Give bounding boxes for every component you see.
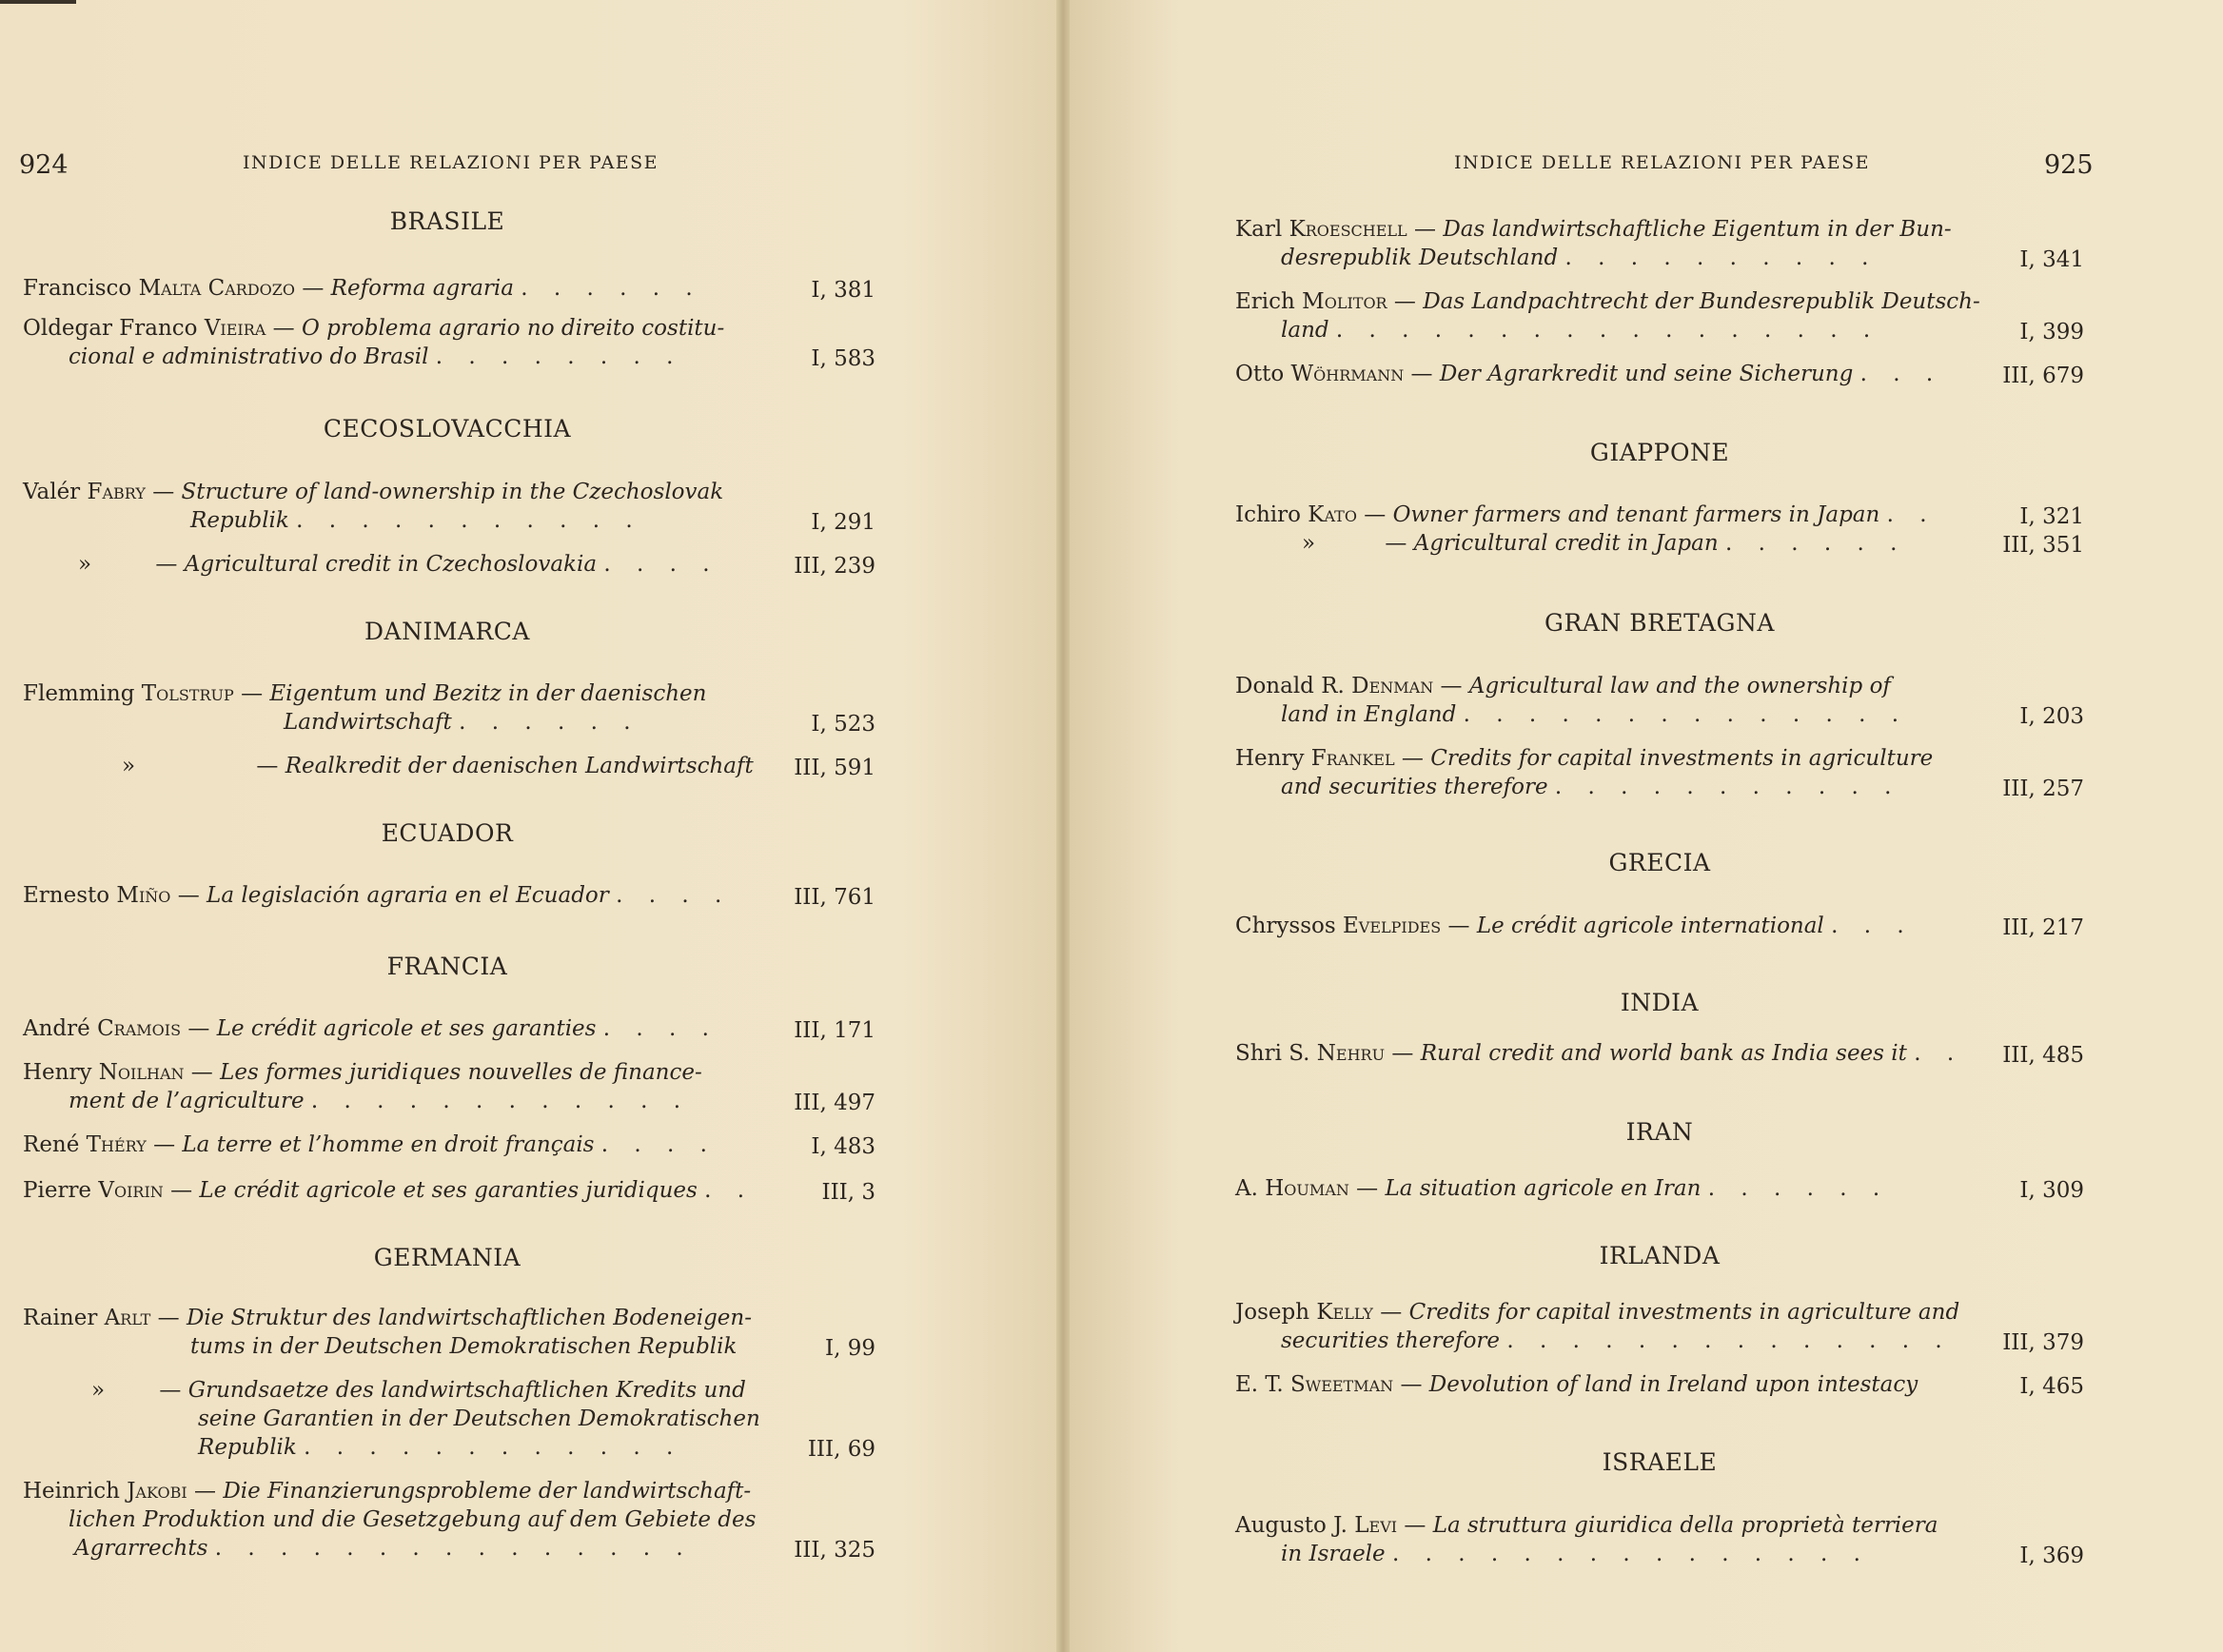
author-last: Théry: [86, 1132, 147, 1157]
author-first: André: [23, 1016, 90, 1041]
volume-page-ref: III, 217: [2002, 915, 2084, 940]
volume-page-ref: III, 257: [2002, 777, 2084, 801]
author-last: Vieira: [204, 316, 266, 341]
report-title: Reforma agraria: [330, 276, 514, 301]
report-title-cont: securities therefore: [1281, 1328, 1501, 1353]
author-last: Kelly: [1316, 1300, 1373, 1325]
author-first: Chryssos: [1235, 914, 1336, 938]
volume-page-ref: I, 523: [811, 712, 875, 737]
index-entry: Henry Noilhan — Les formes juridiques nouvelles de finance- ment de l’agriculture . . . . . . . . . . . . III, 497: [23, 1060, 875, 1115]
report-title: Realkredit der daenischen Landwirtschaft: [285, 754, 754, 778]
author-last: Frankel: [1310, 746, 1395, 771]
author-first: A.: [1235, 1176, 1258, 1201]
ditto-mark: »: [91, 1378, 106, 1403]
author-first: Otto: [1235, 362, 1285, 386]
author-last: Tolstrup: [141, 681, 234, 706]
index-entry: Erich Molitor — Das Landpachtrecht der Bundesrepublik Deutsch- land . . . . . . . . . . . . . . . . . I, 399: [1235, 289, 2084, 344]
report-title: Das landwirtschaftliche Eigentum in der Bun-: [1443, 217, 1952, 242]
report-title: Eigentum und Bezitz in der daenischen: [269, 681, 707, 706]
report-title: O problema agrario no direito costitu-: [301, 316, 725, 341]
volume-page-ref: I, 381: [811, 278, 875, 303]
author-first: Donald R.: [1235, 674, 1345, 698]
volume-page-ref: I, 583: [811, 346, 875, 371]
report-title: La situation agricole en Iran: [1385, 1176, 1702, 1201]
page-number-left: 924: [19, 150, 69, 180]
author-first: Ernesto: [23, 883, 110, 908]
author-last: Voirin: [98, 1178, 164, 1203]
index-entry: Karl Kroeschell — Das landwirtschaftliche Eigentum in der Bun- desrepublik Deutschland . . . . . . . . . . I, 341: [1235, 217, 2084, 272]
report-title: Credits for capital investments in agriculture: [1430, 746, 1934, 771]
section-heading: GIAPPONE: [1589, 439, 1730, 466]
index-entry: Valér Fabry — Structure of land-ownership in the Czechoslovak Republik . . . . . . . . . . . I, 291: [23, 480, 875, 535]
section-heading: FRANCIA: [386, 953, 508, 980]
volume-page-ref: III, 3: [821, 1180, 875, 1205]
author-first: Joseph: [1235, 1300, 1310, 1325]
volume-page-ref: III, 239: [794, 554, 875, 579]
volume-page-ref: I, 341: [2019, 247, 2084, 272]
author-last: Arlt: [104, 1306, 151, 1330]
report-title-cont: Republik: [198, 1435, 297, 1460]
author-first: Erich: [1235, 289, 1295, 314]
author-first: Oldegar Franco: [23, 316, 198, 341]
author-first: Henry: [1235, 746, 1305, 771]
volume-page-ref: I, 309: [2019, 1178, 2084, 1203]
section-heading: GRECIA: [1608, 849, 1711, 876]
volume-page-ref: III, 351: [2002, 533, 2084, 558]
report-title-cont: desrepublik Deutschland: [1281, 246, 1559, 270]
report-title: Das Landpachtrecht der Bundesrepublik Deutsch-: [1423, 289, 1980, 314]
volume-page-ref: III, 69: [807, 1437, 875, 1462]
author-first: E. T.: [1235, 1372, 1284, 1397]
author-last: Levi: [1354, 1513, 1398, 1538]
index-entry: » — Realkredit der daenischen Landwirtschaft III, 591: [122, 754, 875, 780]
volume-page-ref: III, 497: [794, 1091, 875, 1115]
author-first: Rainer: [23, 1306, 98, 1330]
volume-page-ref: I, 203: [2019, 704, 2084, 729]
section-heading: CECOSLOVACCHIA: [323, 415, 572, 442]
running-head-left: INDICE DELLE RELAZIONI PER PAESE: [243, 152, 659, 173]
ditto-mark: »: [78, 552, 92, 577]
author-first: Augusto J.: [1235, 1513, 1348, 1538]
volume-page-ref: III, 171: [794, 1018, 875, 1043]
author-last: Miño: [116, 883, 171, 908]
author-first: Henry: [23, 1060, 92, 1085]
author-first: Shri S.: [1235, 1041, 1310, 1066]
ditto-mark: »: [1302, 531, 1316, 556]
index-entry: A. Houman — La situation agricole en Iran . . . . . . I, 309: [1235, 1176, 2084, 1203]
section-heading: GRAN BRETAGNA: [1544, 609, 1775, 637]
index-entry: Otto Wöhrmann — Der Agrarkredit und seine Sicherung . . . III, 679: [1235, 362, 2084, 388]
index-entry: Pierre Voirin — Le crédit agricole et ses garanties juridiques . . III, 3: [23, 1178, 875, 1205]
author-last: Jakobi: [127, 1479, 187, 1504]
report-title: Le crédit agricole international: [1476, 914, 1824, 938]
report-title-cont: Republik: [190, 508, 289, 533]
report-title-cont: seine Garantien in der Deutschen Demokratischen: [198, 1406, 760, 1431]
report-title-cont: Landwirtschaft: [284, 710, 452, 735]
volume-page-ref: III, 591: [794, 756, 875, 780]
author-last: Evelpides: [1342, 914, 1442, 938]
index-entry: Augusto J. Levi — La struttura giuridica della proprietà terriera in Israele . . . . . . . . . . . . . . . I, 369: [1235, 1513, 2084, 1568]
author-first: Flemming: [23, 681, 135, 706]
author-first: Francisco: [23, 276, 132, 301]
index-entry: André Cramois — Le crédit agricole et ses garanties . . . . III, 171: [23, 1016, 875, 1043]
ditto-mark: »: [122, 754, 136, 778]
index-entry: » — Agricultural credit in Japan . . . . . . III, 351: [1302, 531, 2084, 558]
author-last: Malta Cardozo: [138, 276, 296, 301]
report-title: Agricultural credit in Japan: [1413, 531, 1719, 556]
index-entry: E. T. Sweetman — Devolution of land in Ireland upon intestacy I, 465: [1235, 1372, 2084, 1399]
report-title: Agricultural credit in Czechoslovakia: [184, 552, 598, 577]
volume-page-ref: I, 99: [825, 1336, 875, 1361]
volume-page-ref: I, 369: [2019, 1544, 2084, 1568]
volume-page-ref: III, 679: [2002, 364, 2084, 388]
section-heading: ECUADOR: [381, 819, 514, 847]
author-last: Molitor: [1302, 289, 1387, 314]
report-title-cont: land: [1281, 318, 1329, 343]
index-entry: Heinrich Jakobi — Die Finanzierungsprobleme der landwirtschaft- lichen Produktion und die Gesetzgebung auf dem Gebiete des Agrarrechts . . . . . . . . . . . . . . . III, 325: [23, 1479, 875, 1563]
index-entry: » — Grundsaetze des landwirtschaftlichen Kredits und seine Garantien in der Deutschen Demokratischen Republik . . . . . . . . . . . . III, 69: [91, 1378, 875, 1462]
author-last: Cramois: [97, 1016, 182, 1041]
report-title-cont: in Israele: [1281, 1542, 1386, 1566]
report-title-cont: tums in der Deutschen Demokratischen Republik: [190, 1334, 738, 1359]
author-first: Pierre: [23, 1178, 92, 1203]
report-title: La struttura giuridica della proprietà terriera: [1432, 1513, 1938, 1538]
section-heading: INDIA: [1620, 989, 1700, 1016]
author-last: Fabry: [87, 480, 146, 504]
author-last: Noilhan: [98, 1060, 185, 1085]
report-title-cont: cional e administrativo do Brasil: [69, 344, 429, 369]
volume-page-ref: III, 485: [2002, 1043, 2084, 1068]
author-first: Heinrich: [23, 1479, 120, 1504]
report-title: Le crédit agricole et ses garanties juridiques: [199, 1178, 698, 1203]
report-title: Owner farmers and tenant farmers in Japan: [1392, 502, 1880, 527]
report-title-cont: Agrarrechts: [74, 1536, 208, 1561]
index-entry: Donald R. Denman — Agricultural law and the ownership of land in England . . . . . . . . . . . . . . I, 203: [1235, 674, 2084, 729]
report-title: Credits for capital investments in agriculture and: [1408, 1300, 1960, 1325]
author-first: Valér: [23, 480, 81, 504]
section-heading: DANIMARCA: [364, 618, 530, 645]
index-entry: Flemming Tolstrup — Eigentum und Bezitz in der daenischen Landwirtschaft . . . . . . I, 523: [23, 681, 875, 737]
index-entry: Rainer Arlt — Die Struktur des landwirtschaftlichen Bodeneigen- tums in der Deutschen Demokratischen Republik I, 99: [23, 1306, 875, 1361]
author-last: Houman: [1265, 1176, 1349, 1201]
report-title-cont: lichen Produktion und die Gesetzgebung auf dem Gebiete des: [69, 1507, 757, 1532]
index-entry: » — Agricultural credit in Czechoslovakia . . . . III, 239: [78, 552, 875, 579]
section-heading: BRASILE: [389, 207, 505, 235]
volume-page-ref: I, 291: [811, 510, 875, 535]
report-title-cont: ment de l’agriculture: [69, 1089, 305, 1113]
report-title-cont: and securities therefore: [1281, 775, 1548, 799]
report-title: La terre et l’homme en droit français: [182, 1132, 595, 1157]
index-entry: Oldegar Franco Vieira — O problema agrario no direito costitu- cional e administrativo do Brasil . . . . . . . . I, 583: [23, 316, 875, 371]
report-title: Der Agrarkredit und seine Sicherung: [1439, 362, 1854, 386]
page-number-right: 925: [2044, 150, 2094, 180]
report-title: Structure of land-ownership in the Czechoslovak: [181, 480, 724, 504]
volume-page-ref: I, 465: [2019, 1374, 2084, 1399]
author-last: Sweetman: [1290, 1372, 1394, 1397]
report-title: La legislación agraria en el Ecuador: [207, 883, 609, 908]
volume-page-ref: I, 483: [811, 1134, 875, 1159]
section-heading: ISRAELE: [1602, 1448, 1718, 1476]
author-last: Wöhrmann: [1290, 362, 1405, 386]
book-gutter: [1056, 0, 1070, 1652]
report-title: Les formes juridiques nouvelles de finance-: [220, 1060, 702, 1085]
top-edge-mark: [0, 0, 76, 4]
section-heading: IRAN: [1625, 1118, 1694, 1146]
index-entry: Ichiro Kato — Owner farmers and tenant farmers in Japan . . I, 321: [1235, 502, 2084, 529]
volume-page-ref: III, 761: [794, 885, 875, 910]
report-title-cont: land in England: [1281, 702, 1457, 727]
author-first: Karl: [1235, 217, 1283, 242]
index-entry: René Théry — La terre et l’homme en droit français . . . . I, 483: [23, 1132, 875, 1159]
volume-page-ref: III, 325: [794, 1538, 875, 1563]
report-title: Rural credit and world bank as India sees it: [1420, 1041, 1907, 1066]
running-head-right: INDICE DELLE RELAZIONI PER PAESE: [1454, 152, 1871, 173]
volume-page-ref: I, 399: [2019, 320, 2084, 344]
author-last: Denman: [1351, 674, 1434, 698]
index-entry: Shri S. Nehru — Rural credit and world bank as India sees it . . III, 485: [1235, 1041, 2084, 1068]
index-entry: Chryssos Evelpides — Le crédit agricole international . . . III, 217: [1235, 914, 2084, 940]
report-title: Devolution of land in Ireland upon intestacy: [1428, 1372, 1918, 1397]
author-last: Nehru: [1316, 1041, 1386, 1066]
report-title: Die Finanzierungsprobleme der landwirtschaft-: [223, 1479, 752, 1504]
volume-page-ref: I, 321: [2019, 504, 2084, 529]
author-first: René: [23, 1132, 80, 1157]
index-entry: Francisco Malta Cardozo — Reforma agraria . . . . . . I, 381: [23, 276, 875, 303]
report-title: Die Struktur des landwirtschaftlichen Bodeneigen-: [186, 1306, 752, 1330]
author-first: Ichiro: [1235, 502, 1301, 527]
author-last: Kato: [1308, 502, 1357, 527]
index-entry: Henry Frankel — Credits for capital investments in agriculture and securities therefore . . . . . . . . . . . III, 257: [1235, 746, 2084, 801]
index-entry: Ernesto Miño — La legislación agraria en el Ecuador . . . . III, 761: [23, 883, 875, 910]
index-entry: Joseph Kelly — Credits for capital investments in agriculture and securities therefore . . . . . . . . . . . . . . III, 379: [1235, 1300, 2084, 1355]
report-title: Le crédit agricole et ses garanties: [216, 1016, 597, 1041]
section-heading: IRLANDA: [1599, 1242, 1721, 1269]
section-heading: GERMANIA: [373, 1244, 521, 1271]
report-title: Grundsaetze des landwirtschaftlichen Kredits und: [187, 1378, 746, 1403]
volume-page-ref: III, 379: [2002, 1330, 2084, 1355]
author-last: Kroeschell: [1289, 217, 1407, 242]
report-title: Agricultural law and the ownership of: [1468, 674, 1891, 698]
